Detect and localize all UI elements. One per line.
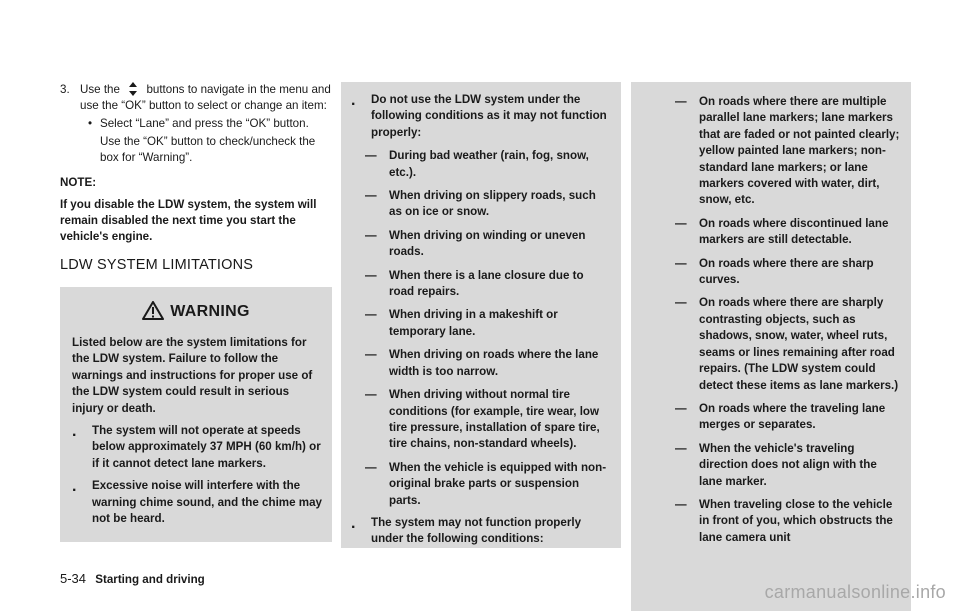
- list-item: — When traveling close to the vehicle in front of you, which obstructs the lane camera unit: [675, 497, 893, 544]
- step-bullet-sub: Use the “OK” button to check/uncheck the box for “Warning”.: [100, 135, 316, 164]
- up-down-arrow-icon: [126, 82, 140, 96]
- list-item: — When driving without normal tire conditions (for example, tire wear, low tire pressure, installation of spare tire, tire chains, non-standard wheels).: [365, 388, 600, 451]
- warning-box: [60, 287, 332, 542]
- list-item: — When driving on roads where the lane width is too narrow.: [365, 348, 599, 378]
- list-item: — On roads where discontinued lane markers are still detectable.: [675, 216, 889, 247]
- list-item: — On roads where there are multiple parallel lane markers; lane markers that are faded or not painted clearly; yellow painted lane markers; non-standard lane markers; or lane markers covered with water, dirt, snow, etc.: [675, 95, 900, 207]
- middle-column: [341, 82, 621, 548]
- list-item: — On roads where there are sharply contrasting objects, such as shadows, snow, water, wheel ruts, seams or lines remaining after road repairs. (The LDW system could detect these items as lane markers.): [675, 296, 899, 392]
- instruction-step: [60, 82, 332, 114]
- warning-title: WARNING: [60, 301, 332, 321]
- condition-list: [351, 148, 611, 509]
- warning-intro: Listed below are the system limitations for the LDW system. Failure to follow the warnings and instructions for proper use of the LDW system could result in serious injury or death.: [72, 336, 313, 415]
- step-text: Use the buttons to navigate in the menu and use the “OK” button to select or change an item:: [80, 83, 331, 112]
- section-heading: LDW SYSTEM LIMITATIONS: [60, 257, 254, 273]
- right-column: [631, 82, 911, 611]
- list-item: — When driving on winding or uneven roads.: [365, 228, 586, 259]
- list-item: — On roads where there are sharp curves.: [675, 256, 874, 287]
- list-item: — When the vehicle is equipped with non-original brake parts or suspension parts.: [365, 460, 607, 507]
- note-label: NOTE:: [60, 176, 97, 189]
- watermark: carmanualsonline.info: [764, 582, 946, 602]
- warning-item: . Excessive noise will interfere with the warning chime sound, and the chime may not be heard.: [72, 478, 322, 526]
- list-item: — On roads where the traveling lane merges or separates.: [675, 401, 886, 432]
- warning-item: . The system will not operate at speeds below approximately 37 MPH (60 km/h) or if it cannot detect lane markers.: [72, 423, 321, 470]
- warning-triangle-icon: [142, 301, 164, 320]
- step-bullet: • Select “Lane” and press the “OK” button.: [87, 117, 309, 130]
- list-item: — When driving on slippery roads, such as on ice or snow.: [365, 189, 596, 219]
- condition-list: [641, 94, 901, 546]
- list-item: — When driving in a makeshift or temporary lane.: [365, 308, 558, 338]
- page-number: 5-34: [60, 571, 87, 586]
- footer-section-title: Starting and driving: [95, 573, 205, 586]
- page-footer: [60, 571, 205, 586]
- step-number: 3.: [60, 83, 70, 96]
- list-item: — During bad weather (rain, fog, snow, etc.).: [365, 149, 589, 179]
- note-text: If you disable the LDW system, the system will remain disabled the next time you start the vehicle's engine.: [60, 198, 317, 243]
- left-column: [60, 82, 332, 273]
- warning-body: [72, 335, 322, 527]
- condition-bullet: . Do not use the LDW system under the following conditions as it may not function properly:: [351, 92, 607, 139]
- list-item: — When the vehicle's traveling direction does not align with the lane marker.: [675, 441, 877, 488]
- list-item: — When there is a lane closure due to road repairs.: [365, 268, 584, 299]
- condition-bullet: . The system may not function properly under the following conditions:: [351, 514, 582, 546]
